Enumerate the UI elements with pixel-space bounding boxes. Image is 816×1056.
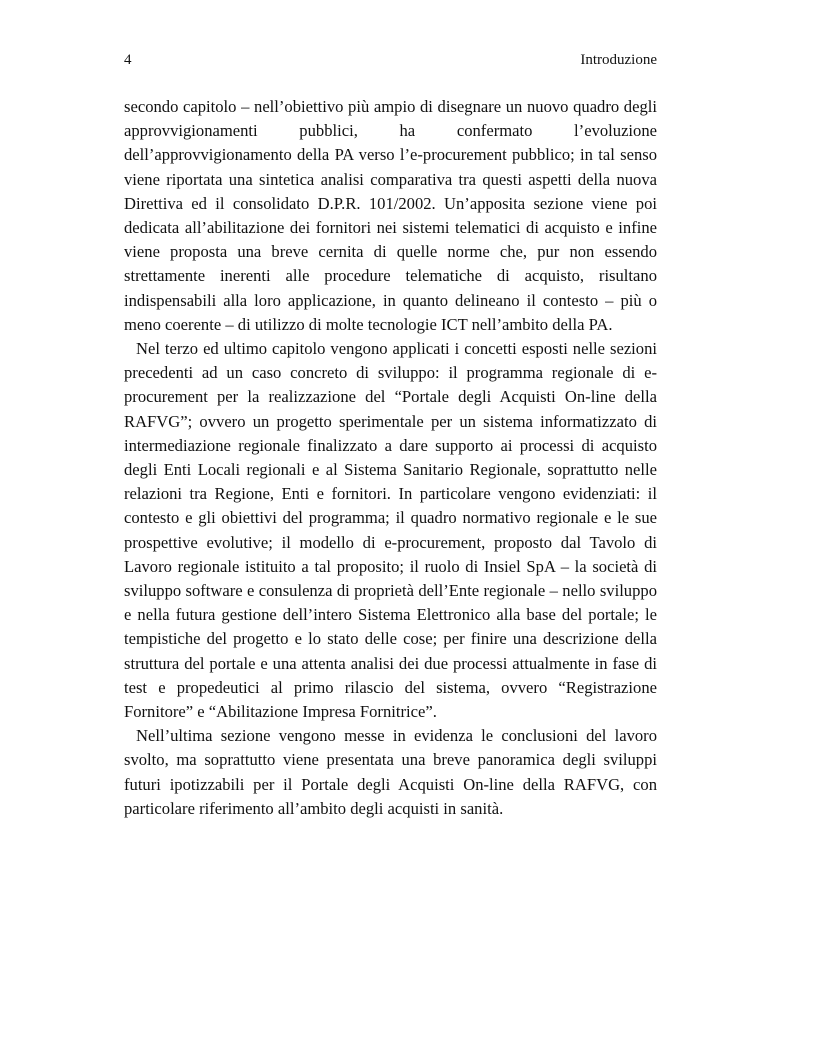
page-number: 4 bbox=[124, 52, 132, 68]
running-title: Introduzione bbox=[580, 52, 657, 68]
paragraph-third-chapter: Nel terzo ed ultimo capitolo vengono applicati i concetti esposti nelle sezioni precedenti ad un caso concreto di sviluppo: il programma regionale di e-procurement per la realizzazione del “Portale degli Acquisti On-line della RAFVG”; ovvero un progetto sperimentale per un sistema informatizzato di intermediazione regionale finalizzato a dare supporto ai processi di acquisto degli Enti Locali regionali e al Sistema Sanitario Regionale, soprattutto nelle relazioni tra Regione, Enti e fornitori. In particolare vengono evidenziati: il contesto e gli obiettivi del programma; il quadro normativo regionale e le sue prospettive evolutive; il modello di e-procurement, proposto dal Tavolo di Lavoro regionale istituito a tal proposito; il ruolo di Insiel SpA – la società di sviluppo software e consulenza di proprietà dell’Ente regionale – nello sviluppo e nella futura gestione dell’intero Sistema Elettronico alla base del portale; le tempistiche del progetto e lo stato delle cose; per finire una descrizione della struttura del portale e una attenta analisi dei due processi attualmente in fase di test e propedeutici al primo rilascio del sistema, ovvero “Registrazione Fornitore” e “Abilitazione Impresa Fornitrice”. bbox=[124, 339, 657, 722]
page-header bbox=[124, 52, 657, 72]
paragraph-conclusions: Nell’ultima sezione vengono messe in evidenza le conclusioni del lavoro svolto, ma soprattutto viene presentata una breve panoramica degli sviluppi futuri ipotizzabili per il Portale degli Acquisti On-line della RAFVG, con particolare riferimento all’ambito degli acquisti in sanità. bbox=[124, 726, 657, 818]
body-text bbox=[124, 95, 657, 821]
paragraph-continued: secondo capitolo – nell’obiettivo più ampio di disegnare un nuovo quadro degli approvvigionamenti pubblici, ha confermato l’evoluzione dell’approvvigionamento della PA verso l’e-procurement pubblico; in tal senso viene riportata una sintetica analisi comparativa tra questi aspetti della nuova Direttiva ed il consolidato D.P.R. 101/2002. Un’apposita sezione viene poi dedicata all’abilitazione dei fornitori nei sistemi telematici di acquisto e infine viene proposta una breve cernita di quelle norme che, pur non essendo strettamente inerenti alle procedure telematiche di acquisto, risultano indispensabili alla loro applicazione, in quanto delineano il contesto – più o meno coerente – di utilizzo di molte tecnologie ICT nell’ambito della PA. bbox=[124, 97, 657, 334]
